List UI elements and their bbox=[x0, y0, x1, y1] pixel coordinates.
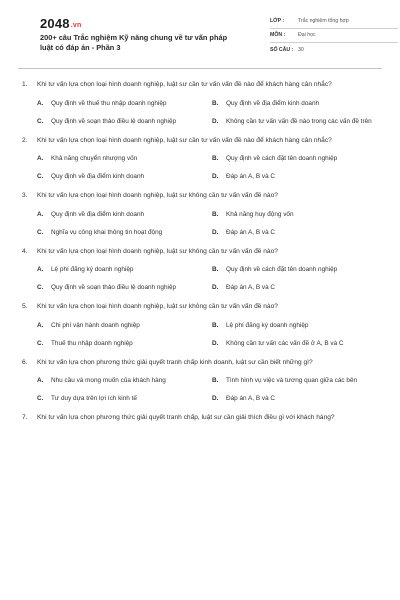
question-number: 6. bbox=[22, 358, 28, 366]
question-stem bbox=[22, 413, 372, 423]
option-text: Tình hình vụ việc và tương quan giữa các bên bbox=[226, 377, 358, 384]
question-stem bbox=[22, 302, 372, 312]
option-list bbox=[22, 154, 372, 181]
option-letter: C. bbox=[37, 117, 44, 125]
logo-tld: .vn bbox=[70, 22, 82, 29]
option-letter: C. bbox=[37, 284, 44, 291]
option-text: Thuế thu nhập doanh nghiệp bbox=[51, 339, 133, 347]
option-text: Quy định về địa điểm kinh doanh bbox=[51, 173, 145, 180]
option-d[interactable] bbox=[212, 394, 387, 403]
option-letter: C. bbox=[37, 339, 44, 347]
option-text: Lệ phí đăng ký doanh nghiệp bbox=[226, 321, 309, 329]
question-number: 3. bbox=[22, 192, 28, 199]
option-text: Quy định về cách đặt tên doanh nghiệp bbox=[226, 266, 338, 273]
option-text: Quy định về địa điểm kinh doanh bbox=[226, 99, 320, 107]
option-list bbox=[22, 376, 372, 403]
option-letter: C. bbox=[37, 395, 44, 402]
option-text: Không cần tư vấn các vấn đề ở A, B và C bbox=[226, 339, 344, 347]
option-c[interactable] bbox=[37, 394, 212, 403]
question-text: Khi tư vấn lựa chọn phương thức giải quyết tranh chấp kinh doanh, luật sư cần biết những gì? bbox=[37, 358, 313, 366]
option-letter: B. bbox=[212, 377, 219, 384]
option-letter: B. bbox=[212, 210, 219, 218]
question-number: 2. bbox=[22, 136, 28, 144]
meta-value: 30 bbox=[298, 46, 304, 53]
question-stem bbox=[22, 358, 372, 368]
option-text: Quy định về thuế thu nhập doanh nghiệp bbox=[51, 99, 167, 107]
question-number: 1. bbox=[22, 81, 28, 88]
option-list bbox=[22, 210, 372, 237]
option-b[interactable] bbox=[212, 210, 387, 219]
option-text: Chi phí vận hành doanh nghiệp bbox=[51, 321, 140, 329]
question-number: 4. bbox=[22, 247, 28, 255]
option-c[interactable] bbox=[37, 172, 212, 181]
option-text: Tư duy dựa trên lợi ích kinh tế bbox=[51, 395, 137, 402]
question-item bbox=[22, 302, 372, 348]
option-a[interactable] bbox=[37, 265, 212, 274]
meta-row-subject bbox=[270, 29, 398, 44]
question-number: 7. bbox=[22, 414, 28, 421]
option-letter: B. bbox=[212, 321, 219, 329]
option-a[interactable] bbox=[37, 154, 212, 163]
question-text: Khi tư vấn lựa chọn loại hình doanh nghiệp, luật sư cần tư vấn vấn đề nào để khách hàng cân nhắc? bbox=[37, 136, 332, 144]
option-list bbox=[22, 321, 372, 348]
question-text: Khi tư vấn lựa chọn loại hình doanh nghiệp, luật sư không cần tư vấn vấn đề nào? bbox=[37, 303, 278, 310]
meta-row-count bbox=[270, 43, 398, 57]
question-text: Khi tư vấn lựa chọn loại hình doanh nghiệp, luật sư không cần tư vấn vấn đề nào? bbox=[37, 247, 278, 255]
question-item bbox=[22, 413, 372, 423]
option-b[interactable] bbox=[212, 154, 387, 163]
option-list bbox=[22, 265, 372, 292]
question-item bbox=[22, 80, 372, 126]
option-c[interactable] bbox=[37, 283, 212, 292]
option-a[interactable] bbox=[37, 99, 212, 108]
option-letter: A. bbox=[37, 210, 44, 218]
page-header bbox=[18, 0, 382, 68]
option-letter: C. bbox=[37, 173, 44, 180]
option-list bbox=[22, 99, 372, 126]
question-item bbox=[22, 358, 372, 404]
option-letter: A. bbox=[37, 377, 44, 384]
option-text: Đáp án A, B và C bbox=[226, 228, 276, 236]
question-text: Khi tư vấn lựa chọn loại hình doanh nghiệp, luật sư không cần tư vấn vấn đề nào? bbox=[37, 192, 278, 199]
option-d[interactable] bbox=[212, 117, 387, 126]
option-b[interactable] bbox=[212, 99, 387, 108]
option-letter: B. bbox=[212, 155, 219, 162]
option-letter: D. bbox=[212, 117, 219, 125]
question-number: 5. bbox=[22, 303, 28, 310]
option-letter: D. bbox=[212, 173, 219, 180]
option-letter: A. bbox=[37, 155, 44, 162]
option-text: Quy định về soạn thảo điều lệ doanh nghiệp bbox=[51, 117, 177, 125]
option-text: Khả năng chuyển nhượng vốn bbox=[51, 155, 138, 162]
question-list bbox=[22, 80, 372, 433]
option-b[interactable] bbox=[212, 321, 387, 330]
option-c[interactable] bbox=[37, 228, 212, 237]
option-text: Quy định về cách đặt tên doanh nghiệp bbox=[226, 155, 338, 162]
option-text: Quy định về địa điểm kinh doanh bbox=[51, 210, 145, 218]
option-text: Đáp án A, B và C bbox=[226, 173, 276, 180]
document-title: 200+ câu Trắc nghiệm Kỹ năng chung về tư vấn pháp luật có đáp án - Phần 3 bbox=[40, 33, 228, 52]
meta-value: Trắc nghiệm tổng hợp bbox=[298, 17, 349, 24]
option-text: Không cần tư vấn vấn đề nào trong các vấn đề trên bbox=[226, 117, 372, 125]
site-logo[interactable] bbox=[40, 16, 81, 31]
option-letter: D. bbox=[212, 228, 219, 236]
option-letter: B. bbox=[212, 99, 219, 107]
option-a[interactable] bbox=[37, 321, 212, 330]
option-a[interactable] bbox=[37, 376, 212, 385]
option-text: Lệ phí đăng ký doanh nghiệp bbox=[51, 266, 134, 273]
option-d[interactable] bbox=[212, 172, 387, 181]
question-text: Khi tư vấn lựa chọn phương thức giải quyết tranh chấp, luật sư cần giải thích điều gì với khách hàng? bbox=[37, 414, 335, 421]
meta-label: MÔN : bbox=[270, 32, 286, 39]
question-item bbox=[22, 136, 372, 182]
option-letter: B. bbox=[212, 266, 219, 273]
meta-label: SỐ CÂU : bbox=[270, 46, 294, 53]
option-text: Quy định về soạn thảo điều lệ doanh nghiệp bbox=[51, 284, 177, 291]
question-stem bbox=[22, 247, 372, 257]
option-text: Đáp án A, B và C bbox=[226, 395, 276, 402]
option-c[interactable] bbox=[37, 339, 212, 348]
option-d[interactable] bbox=[212, 228, 387, 237]
question-item bbox=[22, 191, 372, 237]
option-text: Đáp án A, B và C bbox=[226, 284, 276, 291]
logo-main: 2048 bbox=[40, 16, 70, 31]
meta-label: LỚP : bbox=[270, 17, 285, 24]
option-letter: A. bbox=[37, 99, 44, 107]
option-letter: D. bbox=[212, 339, 219, 347]
option-letter: A. bbox=[37, 266, 44, 273]
option-letter: D. bbox=[212, 395, 219, 402]
option-b[interactable] bbox=[212, 265, 387, 274]
header-divider bbox=[18, 68, 382, 69]
option-text: Nghĩa vụ công khai thông tin hoạt động bbox=[51, 228, 163, 236]
option-b[interactable] bbox=[212, 376, 387, 385]
question-text: Khi tư vấn lựa chọn loại hình doanh nghiệp, luật sư cần tư vấn vấn đề nào để khách hàng cân nhắc? bbox=[37, 81, 332, 88]
option-c[interactable] bbox=[37, 117, 212, 126]
option-letter: C. bbox=[37, 228, 44, 236]
question-stem bbox=[22, 191, 372, 201]
question-stem bbox=[22, 80, 372, 90]
meta-value: Đại học bbox=[298, 32, 316, 39]
option-d[interactable] bbox=[212, 283, 387, 292]
option-letter: A. bbox=[37, 321, 44, 329]
question-stem bbox=[22, 136, 372, 146]
option-letter: D. bbox=[212, 284, 219, 291]
option-text: Nhu cầu và mong muốn của khách hàng bbox=[51, 377, 166, 384]
question-item bbox=[22, 247, 372, 293]
meta-row-class bbox=[270, 14, 398, 29]
meta-table bbox=[270, 14, 398, 57]
option-a[interactable] bbox=[37, 210, 212, 219]
option-text: Khả năng huy động vốn bbox=[226, 210, 294, 218]
option-d[interactable] bbox=[212, 339, 387, 348]
